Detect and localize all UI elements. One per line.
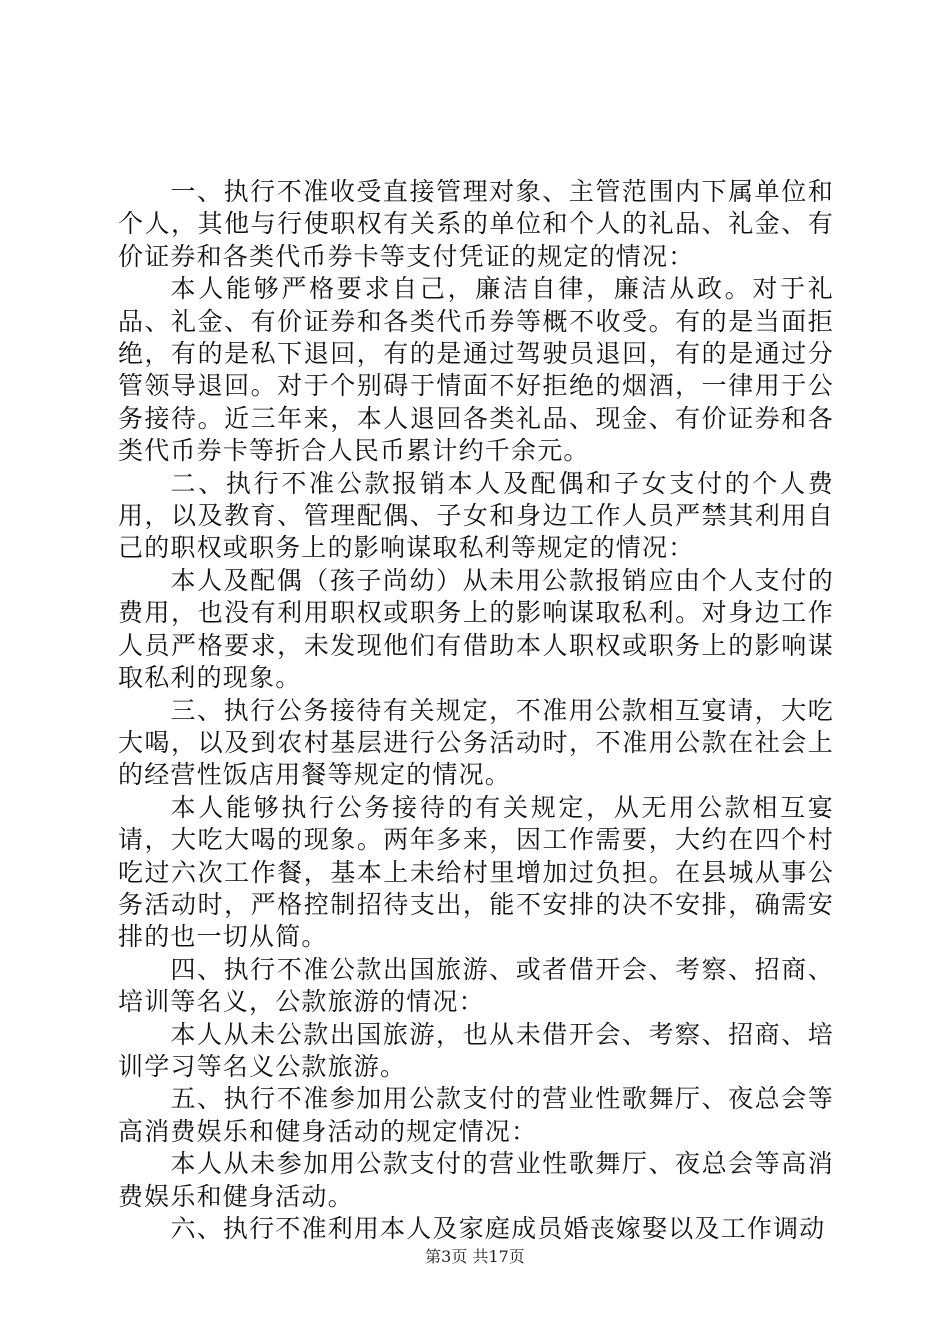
page-number-footer: 第3页 共17页: [425, 1247, 525, 1266]
paragraph-section-3-body: 本人能够执行公务接待的有关规定，从无用公款相互宴请，大吃大喝的现象。两年多来，因工作需要，大约在四个村吃过六次工作餐，基本上未给村里增加过负担。在县城从事公务活动时，严格控制招待支出，能不安排的决不安排，确需安排的也一切从简。: [118, 792, 834, 952]
paragraph-section-5-heading: 五、执行不准参加用公款支付的营业性歌舞厅、夜总会等高消费娱乐和健身活动的规定情况：: [118, 1084, 834, 1146]
paragraph-section-4-heading: 四、执行不准公款出国旅游、或者借开会、考察、招商、培训等名义，公款旅游的情况：: [118, 954, 834, 1017]
paragraph-section-1-heading: 一、执行不准收受直接管理对象、主管范围内下属单位和个人，其他与行使职权有关系的单位和个人的礼品、礼金、有价证券和各类代币券卡等支付凭证的规定的情况：: [118, 177, 834, 271]
paragraph-section-4-body: 本人从未公款出国旅游，也从未借开会、考察、招商、培训学习等名义公款旅游。: [118, 1019, 834, 1081]
paragraph-section-2-heading: 二、执行不准公款报销本人及配偶和子女支付的个人费用，以及教育、管理配偶、子女和身边工作人员严禁其利用自己的职权或职务上的影响谋取私利等规定的情况：: [118, 468, 834, 563]
paragraph-section-1-body: 本人能够严格要求自己，廉洁自律，廉洁从政。对于礼品、礼金、有价证券和各类代币券等概不收受。有的是当面拒绝，有的是私下退回，有的是通过驾驶员退回，有的是通过分管领导退回。对于个别碍于情面不好拒绝的烟酒，一律用于公务接待。近三年来，本人退回各类礼品、现金、有价证券和各类代币券卡等折合人民币累计约千余元。: [118, 274, 834, 466]
paragraph-section-2-body: 本人及配偶（孩子尚幼）从未用公款报销应由个人支付的费用，也没有利用职权或职务上的影响谋取私利。对身边工作人员严格要求，未发现他们有借助本人职权或职务上的影响谋取私利的现象。: [118, 565, 834, 693]
paragraph-section-5-body: 本人从未参加用公款支付的营业性歌舞厅、夜总会等高消费娱乐和健身活动。: [118, 1149, 834, 1211]
paragraph-section-3-heading: 三、执行公务接待有关规定，不准用公款相互宴请，大吃大喝，以及到农村基层进行公务活动时，不准用公款在社会上的经营性饭店用餐等规定的情况。: [118, 695, 834, 790]
document-body: [118, 176, 834, 1245]
paragraph-section-6-heading: 六、执行不准利用本人及家庭成员婚丧嫁娶以及工作调动: [170, 1214, 826, 1243]
